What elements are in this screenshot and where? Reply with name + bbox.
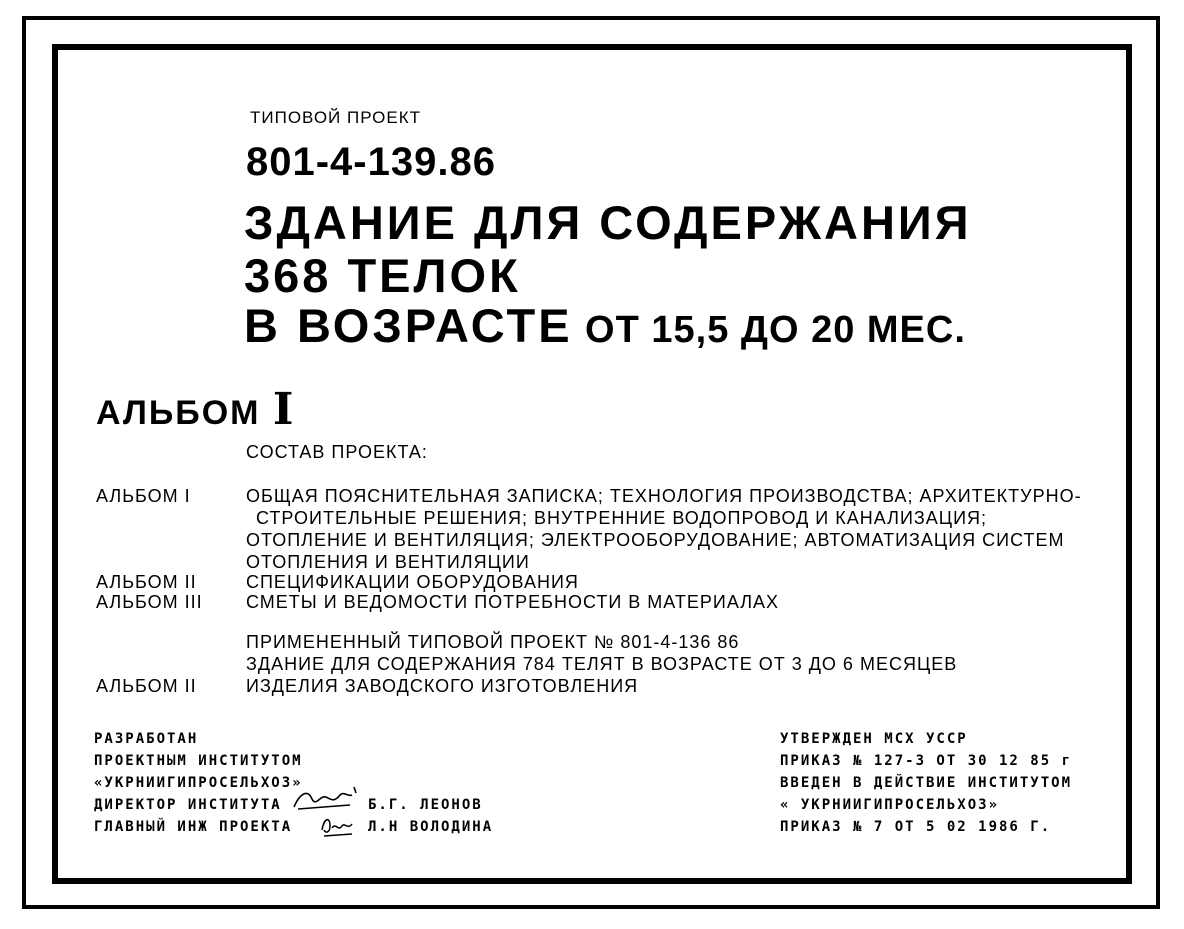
applied-project-line-3: ИЗДЕЛИЯ ЗАВОДСКОГО ИЗГОТОВЛЕНИЯ bbox=[246, 676, 639, 696]
title-line-3-main: В ВОЗРАСТЕ bbox=[244, 299, 573, 352]
engineer-signature bbox=[318, 810, 358, 840]
applied-project-line-2: ЗДАНИЕ ДЛЯ СОДЕРЖАНИЯ 784 ТЕЛЯТ В ВОЗРАСТЕ ОТ 3 ДО 6 МЕСЯЦЕВ bbox=[246, 654, 958, 674]
applied-project-album: АЛЬБОМ II bbox=[96, 676, 197, 696]
approved-line-1: УТВЕРЖДЕН МСХ УССР bbox=[780, 731, 968, 747]
composition-album-3: АЛЬБОМ III bbox=[96, 592, 203, 612]
approved-line-3: ВВЕДЕН В ДЕЙСТВИЕ ИНСТИТУТОМ bbox=[780, 775, 1073, 791]
developed-line-1: РАЗРАБОТАН bbox=[94, 731, 199, 747]
composition-album-1-line-2: СТРОИТЕЛЬНЫЕ РЕШЕНИЯ; ВНУТРЕННИЕ ВОДОПРОВОД И КАНАЛИЗАЦИЯ; bbox=[256, 508, 988, 528]
composition-album-1: АЛЬБОМ I bbox=[96, 486, 191, 506]
composition-album-2: АЛЬБОМ II bbox=[96, 572, 197, 592]
title-line-2: 368 ТЕЛОК bbox=[244, 249, 521, 302]
engineer-name: Л.Н ВОЛОДИНА bbox=[368, 819, 494, 835]
album-number: I bbox=[272, 384, 294, 435]
engineer-title: ГЛАВНЫЙ ИНЖ ПРОЕКТА bbox=[94, 819, 293, 835]
project-code: 801-4-139.86 bbox=[246, 140, 496, 184]
title-line-3-rest: ОТ 15,5 ДО 20 МЕС. bbox=[585, 309, 966, 351]
director-name: Б.Г. ЛЕОНОВ bbox=[368, 797, 483, 813]
project-type-label: ТИПОВОЙ ПРОЕКТ bbox=[250, 108, 422, 127]
director-title: ДИРЕКТОР ИНСТИТУТА bbox=[94, 797, 282, 813]
developed-line-3: «УКРНИИГИПРОСЕЛЬХОЗ» bbox=[94, 775, 303, 791]
title-line-1: ЗДАНИЕ ДЛЯ СОДЕРЖАНИЯ bbox=[244, 196, 972, 249]
applied-project-line-1: ПРИМЕНЕННЫЙ ТИПОВОЙ ПРОЕКТ № 801-4-136 86 bbox=[246, 632, 740, 652]
composition-album-1-line-3: ОТОПЛЕНИЕ И ВЕНТИЛЯЦИЯ; ЭЛЕКТРООБОРУДОВАНИЕ; АВТОМАТИЗАЦИЯ СИСТЕМ bbox=[246, 530, 1065, 550]
composition-heading: СОСТАВ ПРОЕКТА: bbox=[246, 442, 428, 462]
album-heading bbox=[96, 384, 294, 435]
approved-line-4: « УКРНИИГИПРОСЕЛЬХОЗ» bbox=[780, 797, 1000, 813]
developed-line-2: ПРОЕКТНЫМ ИНСТИТУТОМ bbox=[94, 753, 303, 769]
title-line-3 bbox=[244, 298, 966, 353]
composition-album-1-line-4: ОТОПЛЕНИЯ И ВЕНТИЛЯЦИИ bbox=[246, 552, 530, 572]
composition-album-1-line-1: ОБЩАЯ ПОЯСНИТЕЛЬНАЯ ЗАПИСКА; ТЕХНОЛОГИЯ ПРОИЗВОДСТВА; АРХИТЕКТУРНО- bbox=[246, 486, 1082, 506]
album-label: АЛЬБОМ bbox=[96, 394, 261, 432]
composition-album-2-line-1: СПЕЦИФИКАЦИИ ОБОРУДОВАНИЯ bbox=[246, 572, 579, 592]
approved-line-5: ПРИКАЗ № 7 ОТ 5 02 1986 Г. bbox=[780, 819, 1052, 835]
composition-album-3-line-1: СМЕТЫ И ВЕДОМОСТИ ПОТРЕБНОСТИ В МАТЕРИАЛАХ bbox=[246, 592, 780, 612]
approved-line-2: ПРИКАЗ № 127-3 ОТ 30 12 85 г bbox=[780, 753, 1073, 769]
